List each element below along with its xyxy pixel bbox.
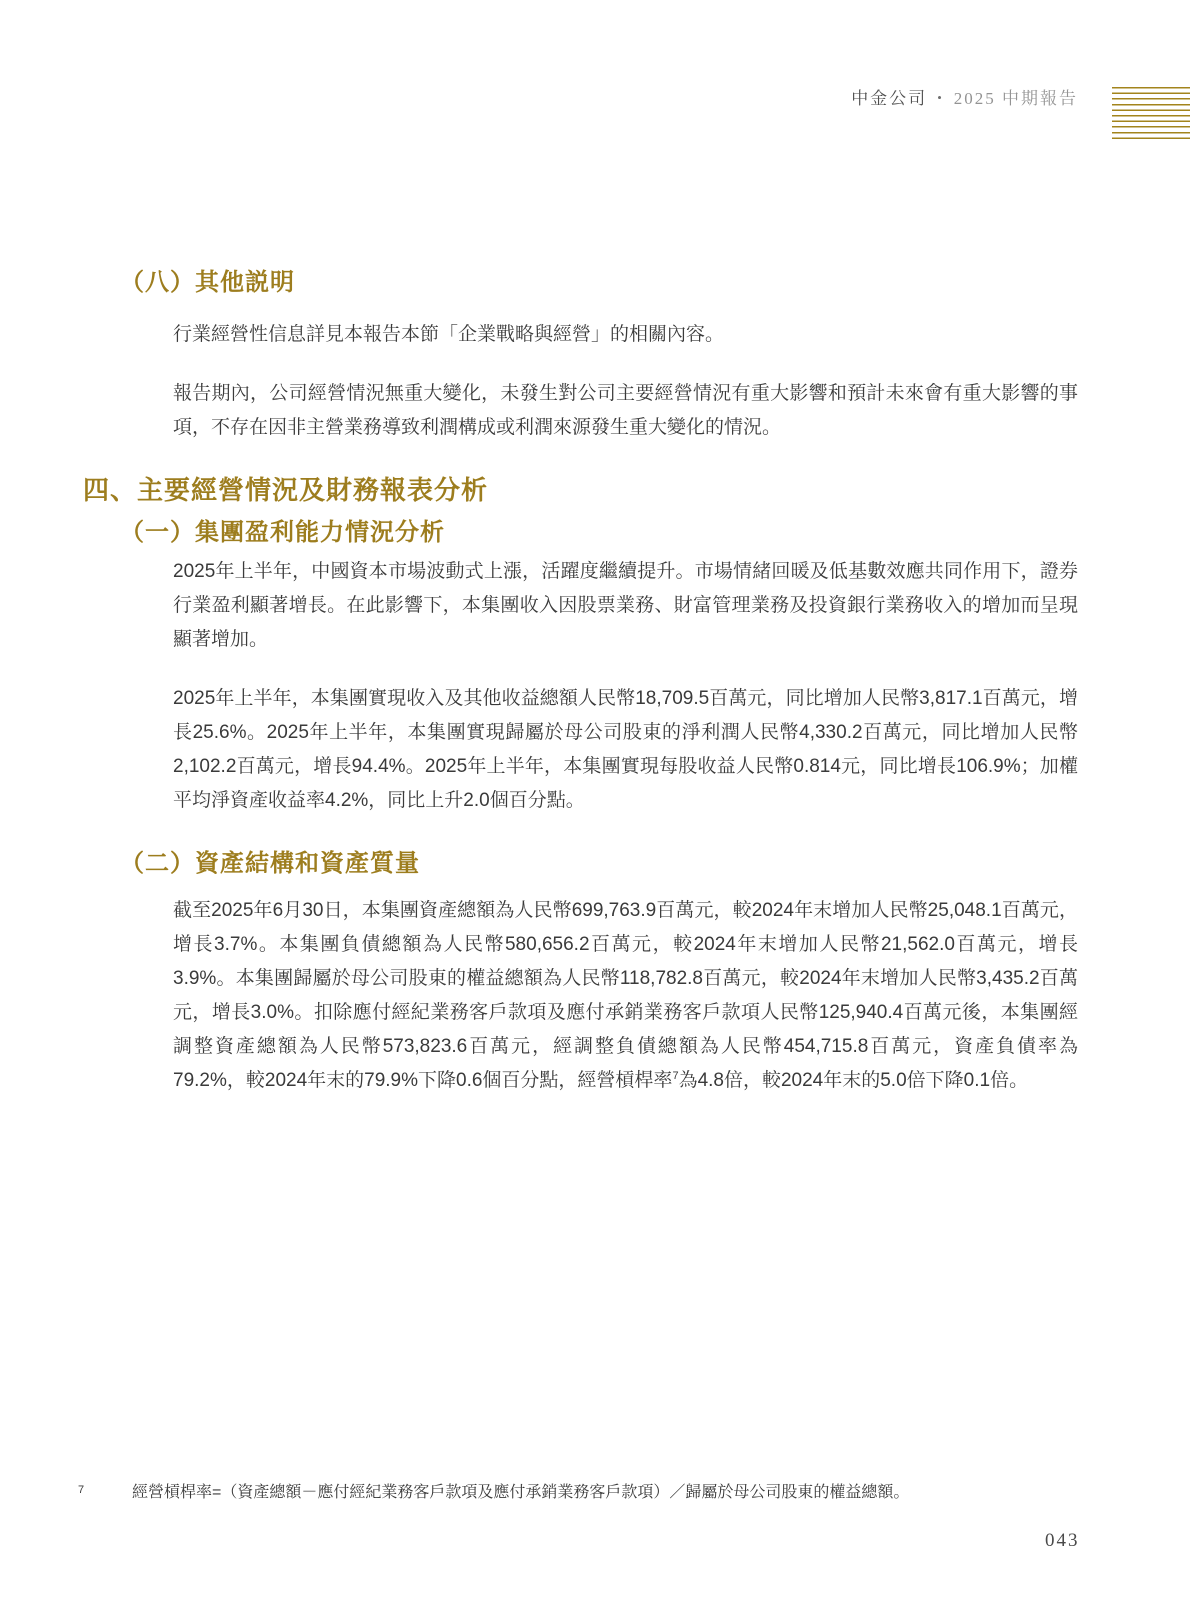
profitability-paragraph-2: 2025年上半年，本集團實現收入及其他收益總額人民幣18,709.5百萬元，同比增加人民幣3,817.1百萬元，增長25.6%。2025年上半年，本集團實現歸屬於母公司股東的淨利潤人民幣4,330.2百萬元，同比增加人民幣2,102.2百萬元，增長94.4%。2025年上半年，本集團實現每股收益人民幣0.814元，同比增長106.9%；加權平均淨資產收益率4.2%，同比上升2.0個百分點。: [173, 688, 1078, 811]
bullet-separator-icon: •: [937, 90, 944, 105]
report-title: 2025 中期報告: [953, 89, 1078, 108]
gold-lines-decoration: [1112, 87, 1190, 139]
footnote-text: 經營槓桿率=（資產總額－應付經紀業務客戶款項及應付承銷業務客戶款項）／歸屬於母公司股東的權益總額。: [132, 1484, 910, 1501]
page-number: 043: [1045, 1530, 1080, 1551]
other-notes-paragraph-2: 報告期內，公司經營情況無重大變化，未發生對公司主要經營情況有重大影響和預計未來會有重大影響的事項，不存在因非主營業務導致利潤構成或利潤來源發生重大變化的情況。: [173, 383, 1078, 438]
footnote-marker: 7: [78, 1484, 85, 1496]
running-header: [851, 84, 1078, 109]
asset-paragraph-text-after-ref: 為4.8倍，較2024年末的5.0倍下降0.1倍。: [678, 1070, 1029, 1091]
other-notes-paragraph-1: 行業經營性信息詳見本報告本節「企業戰略與經營」的相關內容。: [173, 324, 725, 345]
chapter-heading-operations-analysis: 四、主要經營情況及財務報表分析: [83, 475, 489, 505]
footnote-reference-7: 7: [672, 1070, 679, 1082]
section-heading-asset-structure: （二）資產結構和資產質量: [120, 850, 420, 877]
section-heading-other-notes: （八）其他説明: [120, 269, 295, 296]
company-name: 中金公司: [851, 89, 928, 108]
asset-paragraph-text-before-ref: 截至2025年6月30日，本集團資產總額為人民幣699,763.9百萬元，較2024年末增加人民幣25,048.1百萬元，增長3.7%。本集團負債總額為人民幣580,656.2百萬元，較2024年末增加人民幣21,562.0百萬元，增長3.9%。本集團歸屬於母公司股東的權益總額為人民幣118,782.8百萬元，較2024年末增加人民幣3,435.2百萬元，增長3.0%。扣除應付經紀業務客戶款項及應付承銷業務客戶款項人民幣125,940.4百萬元後，本集團經調整資產總額為人民幣573,823.6百萬元，經調整負債總額為人民幣454,715.8百萬元，資產負債率為79.2%，較2024年末的79.9%下降0.6個百分點，經營槓桿率: [173, 900, 1078, 1091]
footnote: [78, 1482, 909, 1504]
section-heading-profitability: （一）集團盈利能力情況分析: [120, 519, 445, 546]
profitability-paragraph-1: 2025年上半年，中國資本市場波動式上漲，活躍度繼續提升。市場情緒回暖及低基數效應共同作用下，證券行業盈利顯著增長。在此影響下，本集團收入因股票業務、財富管理業務及投資銀行業務收入的增加而呈現顯著增加。: [173, 561, 1078, 650]
asset-structure-paragraph-1: [173, 894, 1078, 1098]
